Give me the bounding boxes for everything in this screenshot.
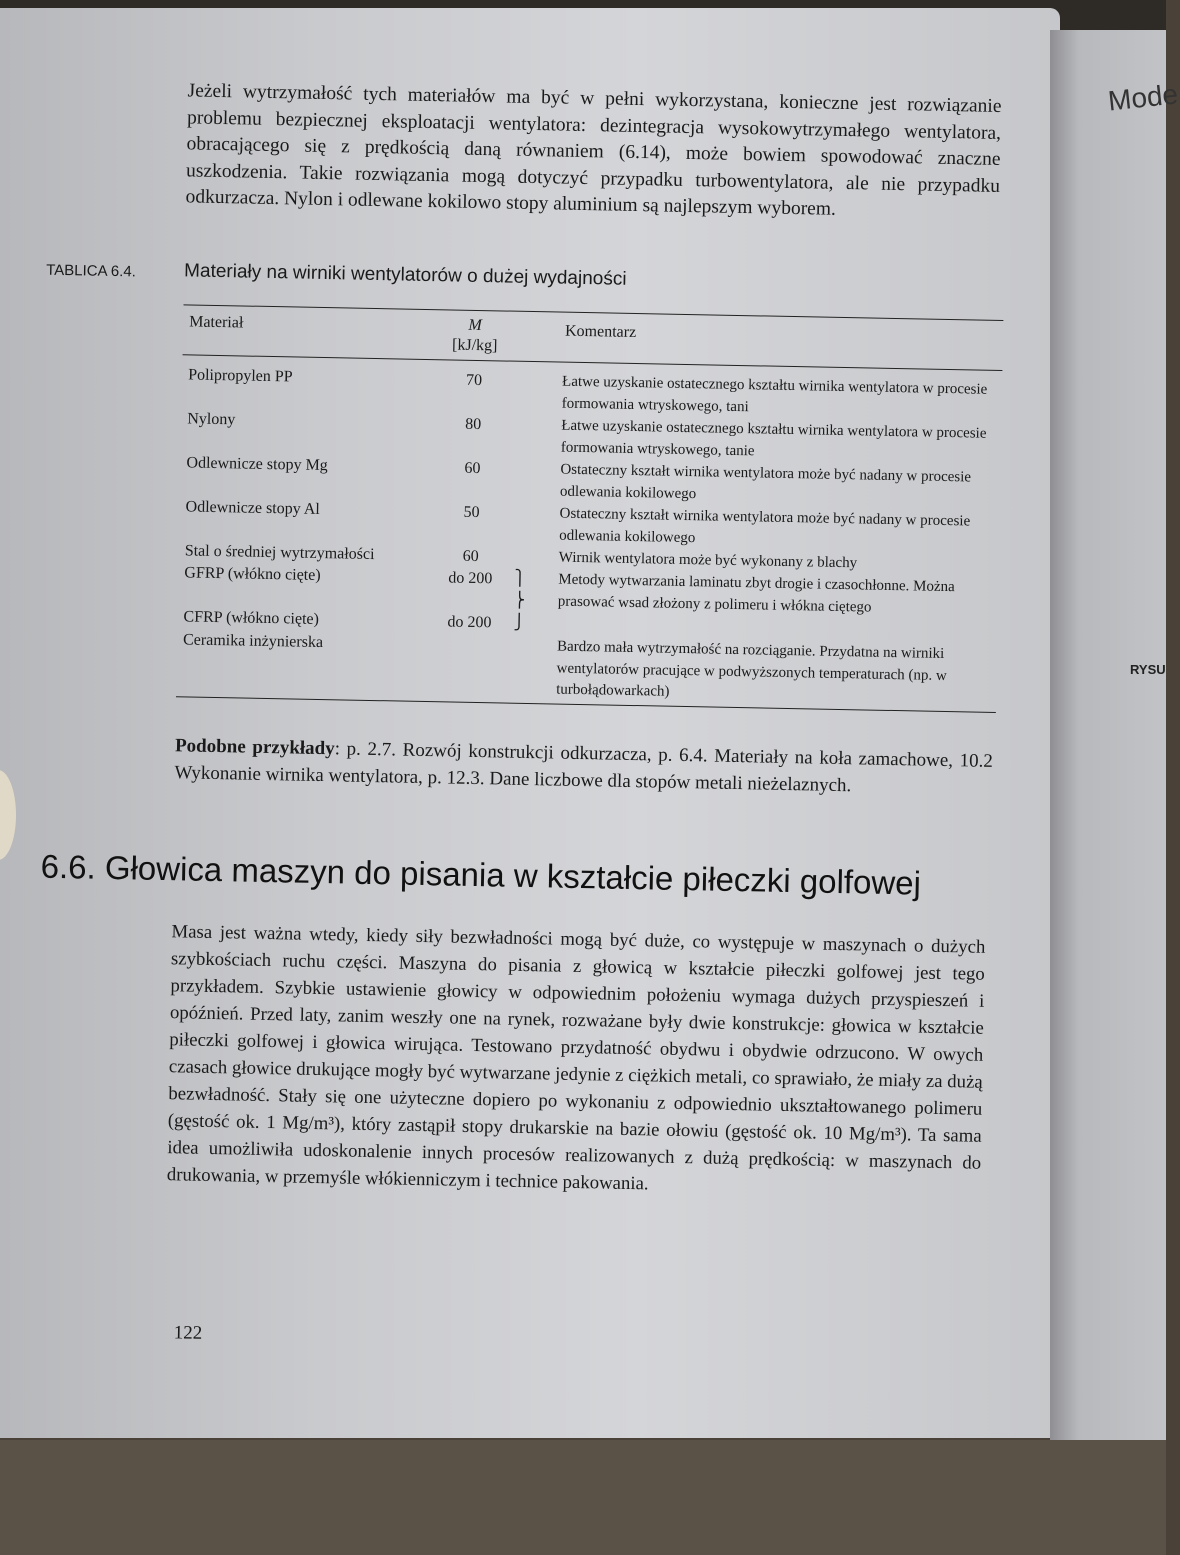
section-paragraph: Masa jest ważna wtedy, kiedy siły bezwładności mogą być duże, co występuje w maszynach o dużych szybkościach ruchu części. Maszyna do pisania z głowicą w kształcie piłeczki golfowej jest tego przykładem. Szybkie ustawienie głowicy w odpowiednim położeniu wymaga dużych przyspieszeń i opóźnień. Przed laty, zanim weszły one na rynek, rozważane były dwie konstrukcje: głowica w kształcie piłeczki golfowej i głowica wirująca. Testowano przydatność obydwu i obydwie odrzucono. W owych czasach głowice drukujące mogły być wytwarzane jedynie z ciężkich metali, co sprawiało, że miały za dużą bezwładność. Stały się one użyteczne dopiero po wykonaniu z odpowiednio ukształtowanego polimeru (gęstość ok. 1 Mg/m³), który zastąpił stopy drukarskie na bazie ołowiu (gęstość ok. 10 Mg/m³). Ta sama idea umożliwiła udoskonalenie innych procesów realizowanych z dużą prędkością: w maszynach do drukowania, w przemyśle włókienniczym i technice pakowania. xyxy=(166,921,986,1195)
cell-comment: Łatwe uzyskanie ostatecznego kształtu wirnika wentylatora w procesie formowania wtryskowego, tanie xyxy=(560,417,987,459)
cell-m: 50 xyxy=(463,503,480,522)
cell-comment: Ostateczny kształt wirnika wentylatora może być nadany w procesie odlewania kokilowego xyxy=(559,461,972,502)
page-number: 122 xyxy=(173,1322,203,1344)
cell-m: 80 xyxy=(465,415,482,434)
cell-comment: Wirnik wentylatora może być wykonany z blachy xyxy=(558,549,858,572)
header-comment: Komentarz xyxy=(564,322,637,342)
cell-material: Nylony xyxy=(187,410,236,429)
cell-comment: Metody wytwarzania laminatu zbyt drogie i czasochłonne. Można prasować wsad złożony z polimeru i włókna ciętego xyxy=(557,571,955,616)
header-material: Materiał xyxy=(189,313,244,332)
next-page-figure-fragment: RYSU xyxy=(1130,662,1166,677)
header-m xyxy=(447,315,504,356)
cell-comment: Bardzo mała wytrzymałość na rozciąganie. Przydatna na wirniki wentylatorów pracujące w podwyższonych temperaturach (np. w turbołądowarkach) xyxy=(556,638,947,700)
cell-m: 70 xyxy=(465,371,483,390)
cell-m: 60 xyxy=(462,547,479,566)
background-bottom xyxy=(0,1440,1166,1555)
cell-material: Odlewnicze stopy Mg xyxy=(186,454,328,475)
cell-material: GFRP (włókno cięte) xyxy=(184,564,321,584)
similar-examples-label: Podobne przykłady xyxy=(174,735,335,760)
section-heading: 6.6. Głowica maszyn do pisania w kształcie piłeczki golfowej xyxy=(40,847,922,902)
intro-paragraph: Jeżeli wytrzymałość tych materiałów ma być w pełni wykorzystana, konieczne jest rozwiązanie problemu bezpiecznej eksploatacji wentylatora: dezintegracja wysokowytrzymałego wentylatora, obracającego się z prędkością daną równaniem (6.14), może bowiem spowodować znaczne uszkodzenia. Takie rozwiązania mogą dotyczyć przypadku turbowentylatora, ale nie przypadku odkurzacza. Nylon i odlewane kokilowo stopy aluminium są najlepszym wyborem. xyxy=(185,80,1002,220)
similar-examples-text: : p. 2.7. Rozwój konstrukcji odkurzacza, p. 6.4. Materiały na koła zamachowe, 10.2 Wykonanie wirnika wentylatora, p. 12.3. Dane liczbowe dla stopów metali nieżelaznych. xyxy=(174,738,994,797)
similar-examples xyxy=(174,732,993,802)
header-m-unit: [kJ/kg] xyxy=(451,336,498,355)
cell-material: CFRP (włókno cięte) xyxy=(183,608,320,628)
cell-comment: Ostateczny kształt wirnika wentylatora może być nadany w procesie odlewania kokilowego xyxy=(559,505,971,546)
cell-material: Odlewnicze stopy Al xyxy=(185,498,320,518)
table-row xyxy=(1,626,1061,700)
table-row xyxy=(6,361,1066,415)
header-m-symbol: M xyxy=(468,316,482,335)
table-top-rule xyxy=(184,304,1004,321)
table-title: Materiały na wirniki wentylatorów o dużej wydajności xyxy=(183,260,627,290)
next-page-title-fragment: Mode xyxy=(1106,78,1180,117)
table-label: TABLICA 6.4. xyxy=(45,261,137,281)
cell-material: Stal o średniej wytrzymałości xyxy=(184,542,375,564)
cell-material: Ceramika inżynierska xyxy=(182,631,324,652)
cell-m: do 200 xyxy=(448,569,493,588)
cell-m: do 200 xyxy=(447,613,492,632)
cell-m: 60 xyxy=(464,459,481,478)
brace-bracket: ⎫ ⎬ ⎭ xyxy=(513,568,526,631)
cell-comment: Łatwe uzyskanie ostatecznego kształtu wirnika wentylatora w procesie formowania wtryskowego, tani xyxy=(561,373,988,415)
cell-material: Polipropylen PP xyxy=(188,366,293,386)
